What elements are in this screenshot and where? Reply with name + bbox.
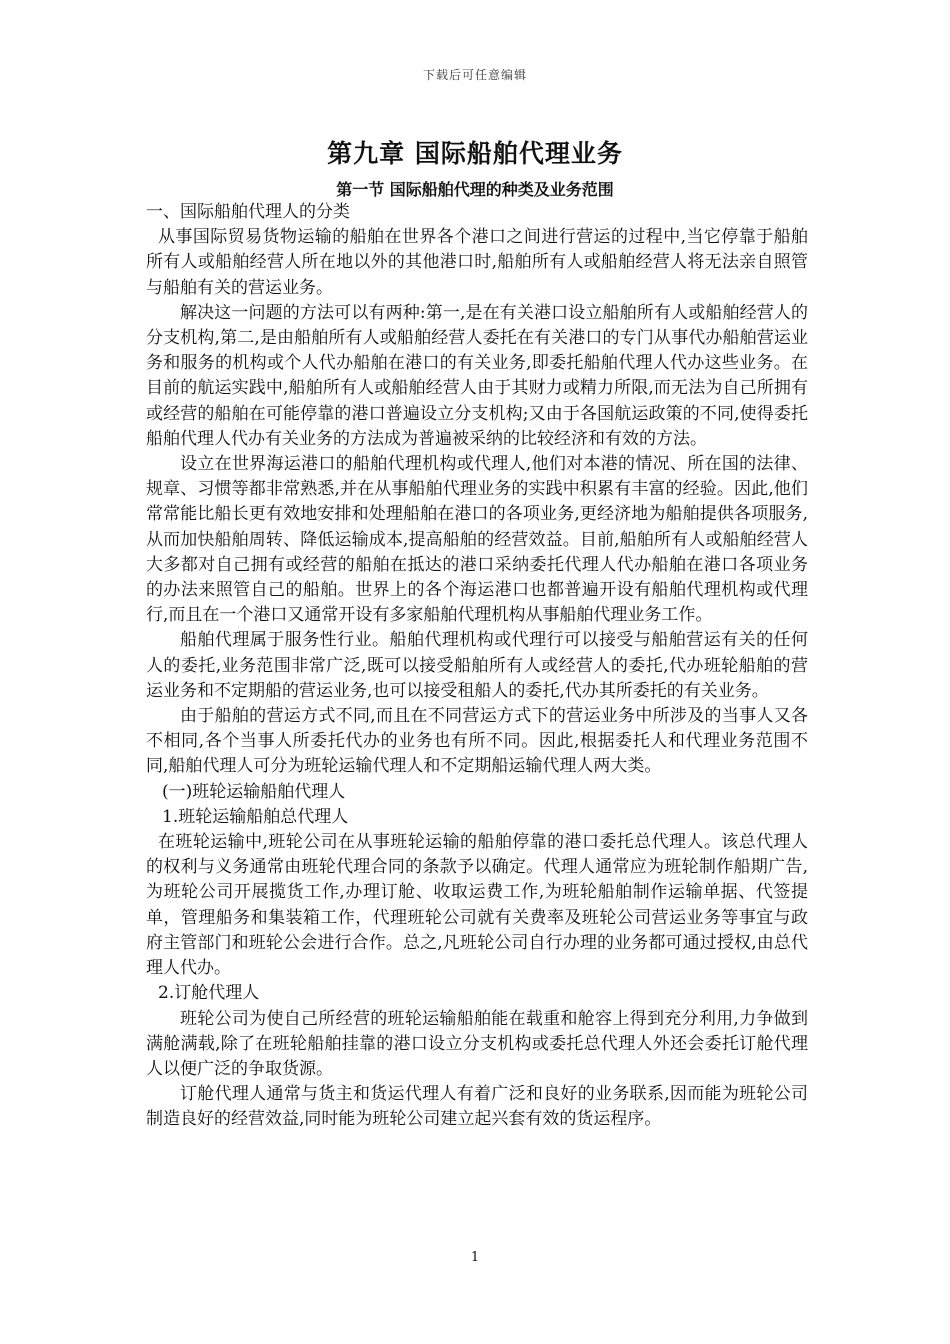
subheading-liner-agent: (一)班轮运输船舶代理人: [162, 781, 346, 802]
paragraph-5: 由于船舶的营运方式不同,而且在不同营运方式下的营运业务中所涉及的当事人又各不相同,各个当事人所委托代办的业务也有所不同。因此,根据委托人和代理业务范围不同,船舶代理人可分为班轮运输代理人和不定期船运输代理人两大类。: [146, 706, 808, 777]
chapter-title: 第九章 国际船舶代理业务: [327, 139, 623, 168]
section-title: 第一节 国际船舶代理的种类及业务范围: [336, 180, 614, 199]
paragraph-6: 在班轮运输中,班轮公司在从事班轮运输的船舶停靠的港口委托总代理人。该总代理人的权利与义务通常由班轮代理合同的条款予以确定。代理人通常应为班轮制作船期广告,为班轮公司开展揽货工作,办理订舱、收取运费工作,为班轮船舶制作运输单据、代签提单，管理船务和集装箱工作，代理班轮公司就有关费率及班轮公司营运业务等事宜与政府主管部门和班轮公会进行合作。总之,凡班轮公司自行办理的业务都可通过授权,由总代理人代办。: [146, 832, 808, 979]
paragraph-7: 班轮公司为使自己所经营的班轮运输船舶能在载重和舱容上得到充分利用,力争做到满舱满载,除了在班轮船舶挂靠的港口设立分支机构或委托总代理人外还会委托订舱代理人以便广泛的争取货源。: [146, 1008, 808, 1079]
header-note: 下载后可任意编辑: [422, 68, 527, 82]
paragraph-3: 设立在世界海运港口的船舶代理机构或代理人,他们对本港的情况、所在国的法律、规章、习惯等都非常熟悉,并在从事船舶代理业务的实践中积累有丰富的经验。因此,他们常常能比船长更有效地安排和处理船舶在港口的各项业务,更经济地为船舶提供各项服务,从而加快船舶周转、降低运输成本,提高船舶的经营效益。目前,船舶所有人或船舶经营人大多都对自己拥有或经营的船舶在抵达的港口采纳委托代理人代办船舶在港口各项业务的办法来照管自己的船舶。世界上的各个海运港口也都普遍开设有船舶代理机构或代理行,而且在一个港口又通常开设有多家船舶代理机构从事船舶代理业务工作。: [146, 454, 808, 626]
paragraph-2: 解决这一问题的方法可以有两种:第一,是在有关港口设立船舶所有人或船舶经营人的分支机构,第二,是由船舶所有人或船舶经营人委托在有关港口的专门从事代办船舶营运业务和服务的机构或个人代办船舶在港口的有关业务,即委托船舶代理人代办这些业务。在目前的航运实践中,船舶所有人或船舶经营人由于其财力或精力所限,而无法为自己所拥有或经营的船舶在可能停靠的港口普遍设立分支机构;又由于各国航运政策的不同,使得委托船舶代理人代办有关业务的方法成为普遍被采纳的比较经济和有效的方法。: [146, 302, 808, 449]
paragraph-1: 从事国际贸易货物运输的船舶在世界各个港口之间进行营运的过程中,当它停靠于船舶所有人或船舶经营人所在地以外的其他港口时,船舶所有人或船舶经营人将无法亲自照管与船舶有关的营运业务。: [146, 227, 808, 298]
subheading-general-agent: 1.班轮运输船舶总代理人: [162, 806, 349, 827]
paragraph-8: 订舱代理人通常与货主和货运代理人有着广泛和良好的业务联系,因而能为班轮公司制造良好的经营效益,同时能为班轮公司建立起兴套有效的货运程序。: [146, 1084, 808, 1130]
heading-classification: 一、国际船舶代理人的分类: [146, 202, 350, 222]
subheading-booking-agent: 2.订舱代理人: [158, 983, 260, 1004]
paragraph-4: 船舶代理属于服务性行业。船舶代理机构或代理行可以接受与船舶营运有关的任何人的委托,业务范围非常广泛,既可以接受船舶所有人或经营人的委托,代办班轮船舶的营运业务和不定期船的营运业务,也可以接受租船人的委托,代办其所委托的有关业务。: [146, 630, 808, 701]
page-number: 1: [470, 1250, 480, 1265]
document-body: [146, 200, 808, 1133]
